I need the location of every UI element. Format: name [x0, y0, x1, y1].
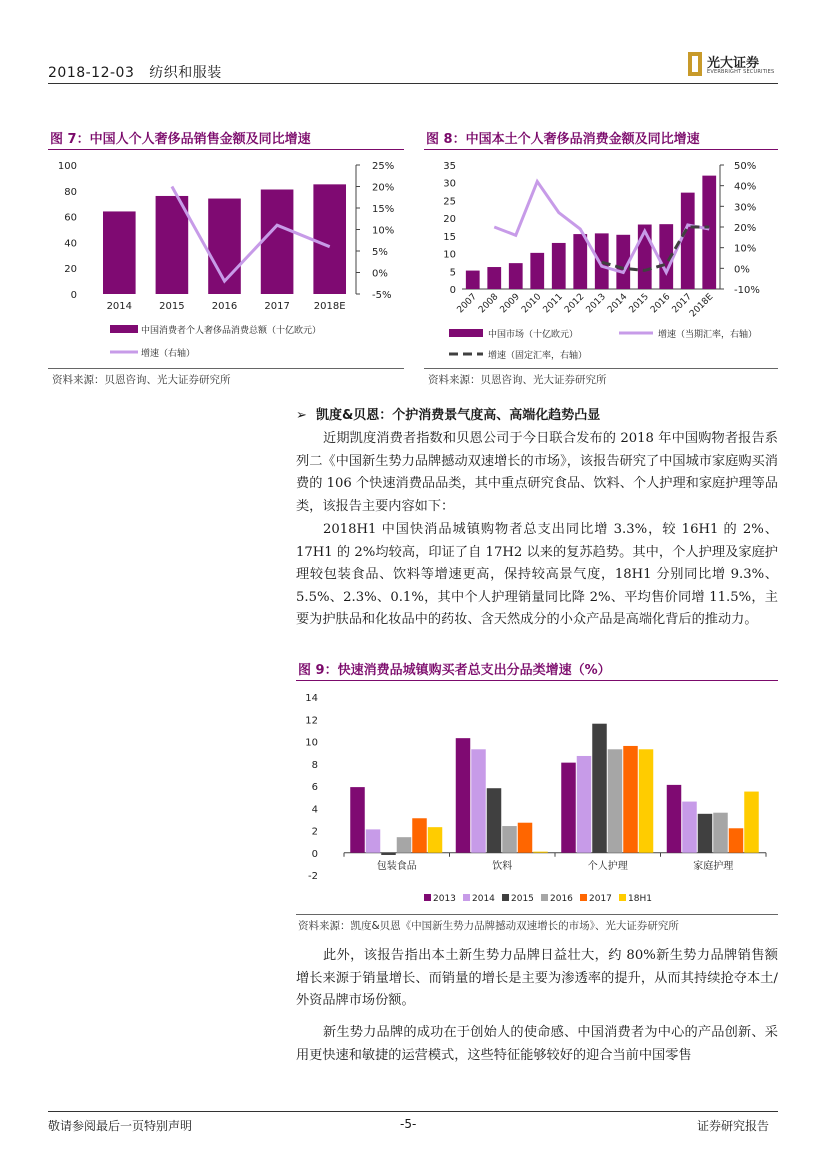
fig8-xtick-label: 2016 [649, 292, 673, 316]
fig9-bar [350, 787, 365, 853]
fig9-bar [487, 788, 502, 853]
fig7-bar [313, 184, 346, 294]
fig8-bar [466, 271, 480, 289]
fig7-bar [261, 190, 294, 294]
fig9-legend-label: 2017 [589, 894, 612, 904]
fig9-bar [412, 818, 427, 852]
fig8-bar [509, 263, 523, 289]
fig8-xtick-label: 2007 [455, 292, 479, 316]
fig9-bar [428, 827, 443, 853]
fig9-title-rule [296, 680, 778, 681]
paragraph-2: 2018H1 中国快消品城镇购物者总支出同比增 3.3%，较 16H1 的 2%、17H1 的 2%均较高，印证了自 17H2 以来的复苏趋势。其中，个人护理及家庭护理较包装食品、饮料等增速更高，保持较高景气度，18H1 分别同比增 9.3%、5.5%、2.3%、0.1%，其中个人护理销量同比降 2%、平均售价同增 11.5%，主要为护肤品和化妆品中的药妆、含天然成分的小众产品是高端化背后的推动力。 [296, 522, 778, 627]
fig9-bar [381, 853, 396, 855]
fig9-legend-label: 2016 [550, 894, 573, 904]
fig7-ytick-label: 0 [70, 290, 77, 301]
fig7-bar [103, 211, 136, 294]
fig7-xtick-label: 2014 [106, 301, 133, 312]
fig8-ytick-label: 25 [443, 196, 456, 208]
fig9-bar [713, 813, 728, 853]
report-date-header [48, 62, 222, 82]
paragraph-4: 新生势力品牌的成功在于创始人的使命感、中国消费者为中心的产品创新、采用更快速和敏捷的运营模式，这些特征能够较好的迎合当前中国零售 [296, 1025, 778, 1063]
fig7-bar [156, 196, 189, 294]
fig9-bar [577, 756, 592, 853]
fig9-bar [667, 785, 682, 853]
fig8-y2tick-label: -10% [734, 285, 760, 296]
fig9-ytick-label: 0 [311, 848, 318, 860]
fig7-ytick-label: 60 [64, 212, 77, 224]
fig8-bar [702, 176, 716, 289]
fig9-ytick-label: -2 [308, 871, 318, 882]
fig7-y2tick-label: 10% [372, 225, 395, 237]
fig8-bar [681, 193, 695, 289]
fig8-legend-label-fixed: 增速（固定汇率，右轴） [488, 351, 588, 361]
section-heading [296, 404, 600, 423]
fig7-y2tick-label: 15% [372, 204, 395, 215]
fig9-bar [623, 746, 638, 853]
paragraph-3: 此外，该报告指出本土新生势力品牌日益壮大，约 80%新生势力品牌销售额增长来源于销量增长、而销量的增长是主要为渗透率的提升，从而其持续抢夺本土/外资品牌市场份额。 [296, 948, 778, 1008]
fig8-y2tick-label: 20% [734, 223, 757, 234]
fig8-ytick-label: 15 [443, 231, 456, 243]
company-logo [688, 52, 778, 78]
fig8-title: 图 8：中国本土个人奢侈品消费金额及同比增速 [426, 132, 700, 147]
fig9-bar [744, 792, 759, 853]
fig8-y2tick-label: 40% [734, 181, 757, 193]
fig7-source: 资料来源：贝恩咨询、光大证券研究所 [52, 374, 231, 386]
fig9-legend-swatch [502, 894, 509, 901]
fig8-xtick-label: 2015 [627, 292, 651, 316]
footer-report-type: 证券研究报告 [697, 1119, 770, 1133]
header-divider [48, 83, 778, 84]
report-sector: 纺织和服装 [149, 65, 222, 81]
fig9-ytick-label: 2 [311, 826, 318, 838]
report-date: 2018-12-03 [48, 65, 135, 81]
fig9-bar [456, 738, 471, 853]
fig7-legend-label-line: 增速（右轴） [141, 349, 196, 359]
fig9-legend-label: 18H1 [628, 894, 652, 904]
fig8-y2tick-label: 30% [734, 202, 757, 214]
fig7-y2tick-label: 5% [372, 247, 388, 258]
fig9-bar [471, 749, 486, 852]
fig7-chart [48, 152, 406, 366]
fig8-legend-swatch-bar [449, 329, 483, 337]
fig8-xtick-label: 2009 [498, 292, 522, 316]
fig9-ytick-label: 10 [305, 737, 318, 749]
fig8-bar [552, 243, 566, 289]
paragraph-1: 近期凯度消费者指数和贝恩公司于今日联合发布的 2018 年中国购物者报告系列二《中国新生势力品牌撼动双速增长的市场》，该报告研究了中国城市家庭购买消费的 106 个快速消费品品类，其中重点研究食品、饮料、个人护理和家庭护理等品类，该报告主要内容如下： [296, 431, 778, 514]
fig7-xtick-label: 2015 [159, 301, 185, 312]
fig8-y2tick-label: 10% [734, 243, 757, 255]
fig9-bar [533, 852, 548, 853]
fig8-ytick-label: 10 [443, 249, 456, 261]
fig9-bar [729, 828, 744, 852]
footer-disclaimer: 敬请参阅最后一页特别声明 [48, 1119, 193, 1133]
fig8-ytick-label: 35 [443, 161, 456, 172]
fig9-bar [366, 829, 381, 852]
fig8-xtick-label: 2010 [520, 292, 544, 316]
fig7-ytick-label: 40 [64, 238, 77, 250]
fig9-legend-swatch [580, 894, 587, 901]
fig9-legend-label: 2014 [472, 894, 495, 904]
fig8-xtick-label: 2014 [606, 292, 630, 316]
fig8-xtick-label: 2017 [670, 292, 694, 316]
logo-name-cn: 光大证券 [707, 56, 760, 71]
logo-mark-icon [688, 52, 702, 76]
fig8-bar [487, 267, 501, 289]
fig9-source-rule [296, 914, 778, 915]
fig9-legend-swatch [541, 894, 548, 901]
fig8-legend-label-bar: 中国市场（十亿欧元） [488, 330, 579, 340]
fig9-legend-label: 2015 [511, 894, 534, 904]
fig7-legend-swatch-bar [110, 325, 138, 333]
fig9-title: 图 9：快速消费品城镇购买者总支出分品类增速（%） [298, 663, 611, 678]
fig7-xtick-label: 2016 [211, 301, 238, 312]
section-heading-text: 凯度&贝恩：个护消费景气度高、高端化趋势凸显 [315, 408, 601, 423]
fig8-y2tick-label: 0% [734, 264, 750, 276]
bullet-arrow-icon: ➢ [296, 408, 307, 423]
fig8-ytick-label: 0 [449, 285, 456, 296]
fig9-bar [502, 826, 517, 853]
fig8-bar [573, 234, 587, 289]
fig8-xtick-label: 2011 [541, 292, 565, 316]
fig9-ytick-label: 12 [305, 715, 318, 727]
fig8-title-rule [424, 149, 778, 150]
footer-divider [48, 1111, 778, 1112]
fig9-xtick-label: 饮料 [492, 860, 513, 872]
fig9-bar [397, 837, 412, 853]
fig9-ytick-label: 8 [311, 759, 318, 771]
fig8-source: 资料来源：贝恩咨询、光大证券研究所 [428, 374, 607, 386]
logo-name-en: EVERBRIGHT SECURITIES [707, 69, 775, 75]
fig9-ytick-label: 4 [311, 804, 318, 816]
fig9-legend-swatch [424, 894, 431, 901]
fig9-bar [518, 823, 533, 853]
fig8-xtick-label: 2012 [563, 292, 587, 316]
fig7-ytick-label: 80 [64, 186, 77, 198]
fig9-bar [561, 763, 576, 853]
fig9-xtick-label: 包装食品 [376, 860, 417, 872]
fig8-legend-label-current: 增速（当期汇率，右轴） [658, 330, 758, 340]
fig7-ytick-label: 100 [57, 161, 77, 172]
fig9-bar [608, 749, 623, 852]
fig9-bar [682, 802, 697, 853]
fig9-chart [296, 684, 778, 912]
fig8-bar [595, 233, 609, 289]
fig9-legend-swatch [619, 894, 626, 901]
fig7-title: 图 7：中国人个人奢侈品销售金额及同比增速 [50, 132, 311, 147]
fig7-source-rule [48, 368, 404, 369]
fig7-legend-label-bar: 中国消费者个人奢侈品消费总额（十亿欧元） [141, 326, 322, 336]
fig9-ytick-label: 14 [305, 693, 318, 704]
fig7-xtick-label: 2017 [264, 301, 290, 312]
fig9-legend-swatch [463, 894, 470, 901]
fig8-ytick-label: 20 [443, 214, 456, 226]
fig8-y2tick-label: 50% [734, 161, 757, 172]
fig7-y2tick-label: 0% [372, 268, 388, 280]
fig8-xtick-label: 2013 [584, 292, 608, 316]
fig7-y2tick-label: 20% [372, 182, 395, 194]
fig9-bar [698, 814, 713, 853]
fig9-bar [592, 724, 607, 853]
page-number: -5- [400, 1117, 417, 1131]
fig7-xtick-label: 2018E [313, 301, 346, 312]
fig7-y2tick-label: 25% [372, 161, 395, 172]
fig9-xtick-label: 个人护理 [587, 860, 628, 872]
fig7-y2tick-label: -5% [372, 290, 392, 301]
fig9-bar [639, 749, 654, 852]
fig9-source: 资料来源：凯度&贝恩《中国新生势力品牌撼动双速增长的市场》、光大证券研究所 [298, 920, 679, 932]
fig9-xtick-label: 家庭护理 [693, 860, 734, 872]
fig9-ytick-label: 6 [311, 782, 318, 793]
fig8-source-rule [424, 368, 778, 369]
fig9-legend-label: 2013 [433, 894, 456, 904]
fig7-title-rule [48, 149, 404, 150]
fig8-xtick-label: 2018E [688, 292, 716, 320]
fig8-ytick-label: 30 [443, 178, 456, 190]
fig8-bar [530, 253, 544, 289]
fig8-chart [424, 152, 780, 366]
fig7-growth-line [172, 187, 330, 282]
fig7-ytick-label: 20 [64, 264, 77, 276]
fig8-xtick-label: 2008 [477, 292, 501, 316]
fig8-ytick-label: 5 [449, 267, 456, 279]
